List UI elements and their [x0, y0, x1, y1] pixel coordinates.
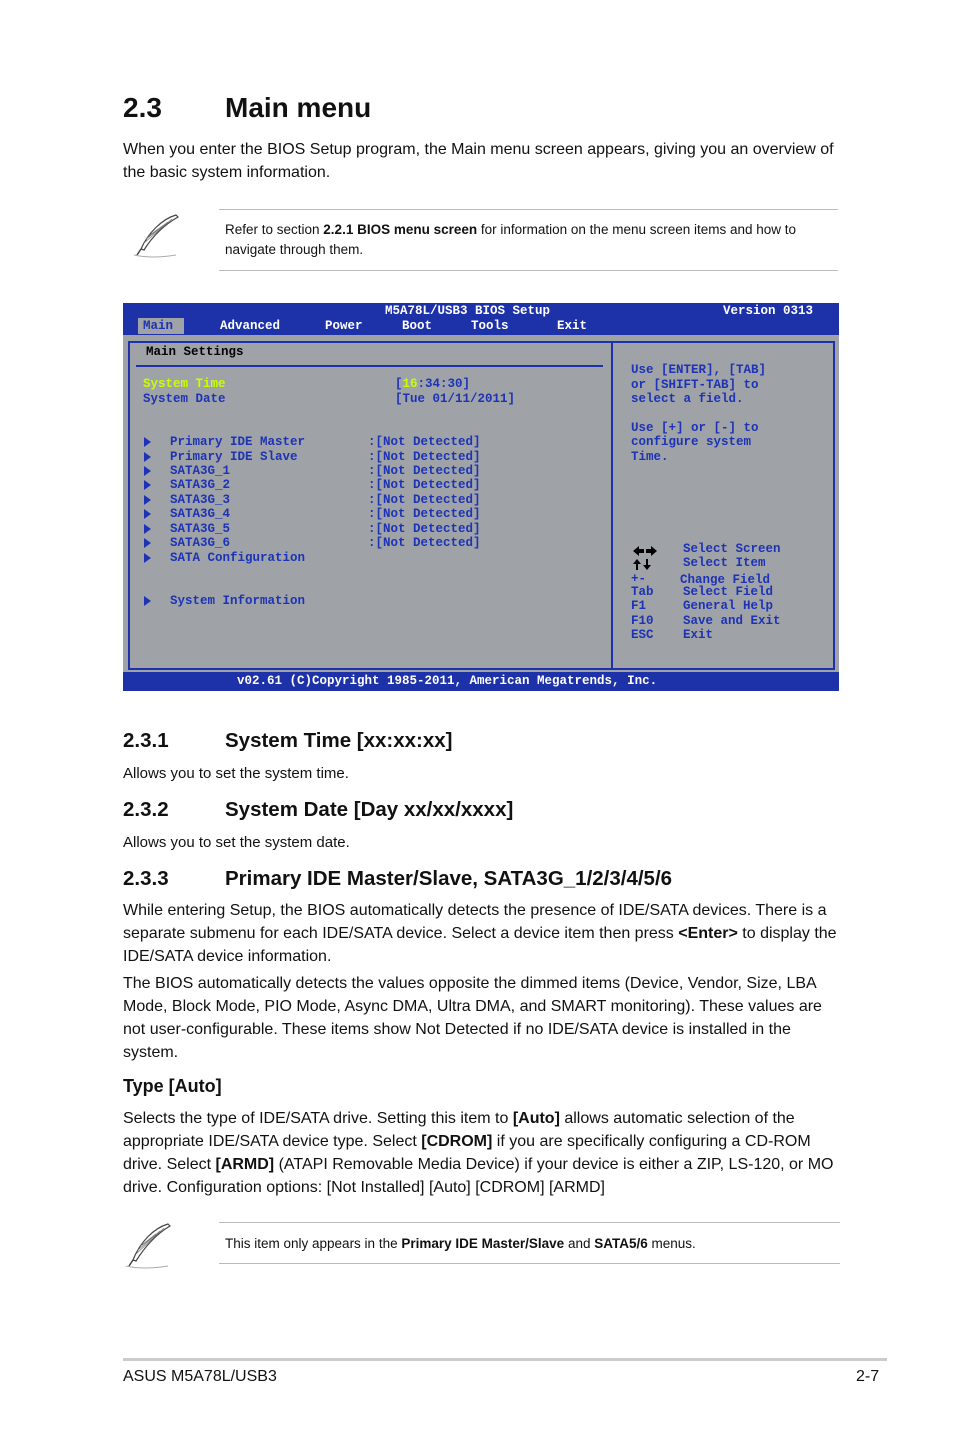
- item-primary-ide-slave[interactable]: Primary IDE Slave: [170, 450, 298, 464]
- note-box-2: [219, 1222, 840, 1264]
- note-2-mid: and: [564, 1236, 595, 1251]
- item-sata3g-3[interactable]: SATA3G_3: [170, 493, 231, 507]
- key-desc-general-help: General Help: [683, 599, 774, 613]
- help-line: Time.: [631, 450, 669, 464]
- tab-power[interactable]: Power: [325, 319, 363, 333]
- item-primary-ide-master[interactable]: Primary IDE Master: [170, 435, 306, 449]
- type-text-4: (ATAPI Removable Media Device) if your device is either a ZIP, LS-120, or MO drive. Configuration options: [Not Installed] [Auto] [CDROM] [ARMD]: [123, 1156, 834, 1196]
- text-2-3-2: Allows you to set the system date.: [123, 834, 350, 851]
- note-text-post: for information on the menu screen items and how to navigate through them.: [225, 222, 797, 257]
- item-value: :[Not Detected]: [368, 507, 481, 521]
- submenu-arrow-icon: [144, 452, 151, 462]
- intro-text: When you enter the BIOS Setup program, the Main menu screen appears, giving you an overview of the basic system information.: [123, 141, 834, 181]
- key-desc-select-screen: Select Screen: [683, 542, 781, 556]
- system-date-value[interactable]: [Tue 01/11/2011]: [395, 392, 516, 406]
- submenu-arrow-icon: [144, 596, 151, 606]
- key-desc-select-field: Select Field: [683, 585, 774, 599]
- item-value: :[Not Detected]: [368, 464, 481, 478]
- submenu-arrow-icon: [144, 509, 151, 519]
- item-sata-configuration[interactable]: SATA Configuration: [170, 551, 306, 565]
- bios-screen: [123, 303, 839, 691]
- section-number: 2.3: [123, 92, 162, 123]
- submenu-arrow-icon: [144, 524, 151, 534]
- submenu-arrow-icon: [144, 538, 151, 548]
- note-text: [219, 210, 838, 260]
- tab-main[interactable]: Main: [143, 319, 174, 333]
- panel-title: Main Settings: [146, 345, 244, 359]
- item-value: :[Not Detected]: [368, 536, 481, 550]
- paragraph-2-3-3-a: [123, 899, 843, 968]
- footer-product: ASUS M5A78L/USB3: [123, 1368, 277, 1385]
- p1-enter-key: <Enter>: [678, 925, 738, 942]
- heading-title: System Date [Day xx/xx/xxxx]: [225, 798, 514, 821]
- p1-text: While entering Setup, the BIOS automatically detects the presence of IDE/SATA devices. There is a separate submenu for each IDE/SATA device. Select a device item then press: [123, 902, 827, 942]
- item-value: :[Not Detected]: [368, 478, 481, 492]
- pen-icon: [132, 213, 182, 259]
- option-auto: [Auto]: [512, 1110, 560, 1127]
- up-down-arrows-icon: [632, 558, 652, 571]
- key-f10: F10: [631, 614, 654, 628]
- tab-advanced[interactable]: Advanced: [220, 319, 281, 333]
- item-sata3g-1[interactable]: SATA3G_1: [170, 464, 231, 478]
- item-system-information[interactable]: System Information: [170, 594, 306, 608]
- item-value: :[Not Detected]: [368, 435, 481, 449]
- heading-number: 2.3.2: [123, 798, 169, 821]
- tab-boot[interactable]: Boot: [402, 319, 433, 333]
- tab-tools[interactable]: Tools: [471, 319, 509, 333]
- type-text-1: Selects the type of IDE/SATA drive. Setting this item to: [123, 1110, 513, 1127]
- option-armd: [ARMD]: [215, 1156, 275, 1173]
- paragraph-type: [123, 1107, 843, 1199]
- help-line: Use [ENTER], [TAB]: [631, 363, 767, 377]
- item-sata3g-6[interactable]: SATA3G_6: [170, 536, 231, 550]
- type-text-2: allows automatic selection of the appropriate IDE/SATA device type. Select: [123, 1110, 795, 1150]
- submenu-arrow-icon: [144, 466, 151, 476]
- submenu-arrow-icon: [144, 553, 151, 563]
- option-cdrom: [CDROM]: [421, 1133, 493, 1150]
- item-sata3g-2[interactable]: SATA3G_2: [170, 478, 231, 492]
- tab-exit[interactable]: Exit: [557, 319, 588, 333]
- footer-divider: [123, 1358, 887, 1361]
- system-time-hours: 16: [402, 377, 418, 391]
- heading-2-3-1: [123, 729, 453, 753]
- key-desc-save-exit: Save and Exit: [683, 614, 781, 628]
- note-2-pre: This item only appears in the: [225, 1236, 402, 1251]
- system-time-value[interactable]: [16:34:30]: [395, 377, 471, 391]
- footer-page-number: 2-7: [856, 1368, 880, 1385]
- help-line: Use [+] or [-] to: [631, 421, 759, 435]
- panel-divider: [136, 365, 603, 367]
- system-date-label[interactable]: System Date: [143, 392, 226, 406]
- key-f1: F1: [631, 599, 647, 613]
- bios-version: Version 0313: [723, 304, 814, 318]
- bios-copyright: v02.61 (C)Copyright 1985-2011, American Megatrends, Inc.: [237, 674, 658, 688]
- note-2-post: menus.: [647, 1236, 696, 1251]
- heading-title: Primary IDE Master/Slave, SATA3G_1/2/3/4/5/6: [225, 867, 673, 890]
- key-esc: ESC: [631, 628, 654, 642]
- help-line: select a field.: [631, 392, 744, 406]
- item-value: :[Not Detected]: [368, 450, 481, 464]
- heading-title: System Time [xx:xx:xx]: [225, 729, 453, 752]
- heading-number: 2.3.3: [123, 867, 169, 890]
- note-link-bios-menu-screen: 2.2.1 BIOS menu screen: [323, 222, 478, 237]
- page-title: [123, 92, 371, 124]
- key-desc-select-item: Select Item: [683, 556, 766, 570]
- key-tab: Tab: [631, 585, 654, 599]
- key-desc-change-field: Change Field: [680, 573, 771, 587]
- submenu-arrow-icon: [144, 480, 151, 490]
- help-line: configure system: [631, 435, 752, 449]
- paragraph-2-3-3-b: The BIOS automatically detects the values opposite the dimmed items (Device, Vendor, Size, LBA Mode, Block Mode, PIO Mode, Async DMA, Ultra DMA, and SMART monitoring). These values are not user-configurable. These items show Not Detected if no IDE/SATA device is installed in the system.: [123, 975, 822, 1061]
- submenu-arrow-icon: [144, 437, 151, 447]
- heading-2-3-3: [123, 867, 672, 891]
- pen-icon: [124, 1222, 174, 1270]
- note-2-text: [219, 1223, 840, 1254]
- heading-number: 2.3.1: [123, 729, 169, 752]
- heading-type-auto: Type [Auto]: [123, 1076, 222, 1096]
- note-2-bold-2: SATA5/6: [594, 1236, 648, 1251]
- submenu-arrow-icon: [144, 495, 151, 505]
- key-plus-minus: +-: [631, 572, 647, 586]
- item-sata3g-4[interactable]: SATA3G_4: [170, 507, 231, 521]
- system-time-label[interactable]: System Time: [143, 377, 226, 391]
- text-2-3-1: Allows you to set the system time.: [123, 765, 349, 782]
- note-box: [219, 209, 838, 271]
- note-2-bold-1: Primary IDE Master/Slave: [401, 1236, 565, 1251]
- type-text-3: if you are specifically configuring a CD-ROM drive. Select: [123, 1133, 811, 1173]
- item-value: :[Not Detected]: [368, 522, 481, 536]
- item-value: :[Not Detected]: [368, 493, 481, 507]
- section-title: Main menu: [225, 92, 372, 123]
- item-sata3g-5[interactable]: SATA3G_5: [170, 522, 231, 536]
- note-text-pre: Refer to section: [225, 222, 324, 237]
- key-desc-exit: Exit: [683, 628, 714, 642]
- p1-text-end: to display the IDE/SATA device information.: [123, 925, 837, 965]
- left-right-arrows-icon: [632, 545, 658, 557]
- bios-title: M5A78L/USB3 BIOS Setup: [385, 304, 551, 318]
- heading-2-3-2: [123, 798, 513, 822]
- help-line: or [SHIFT-TAB] to: [631, 378, 759, 392]
